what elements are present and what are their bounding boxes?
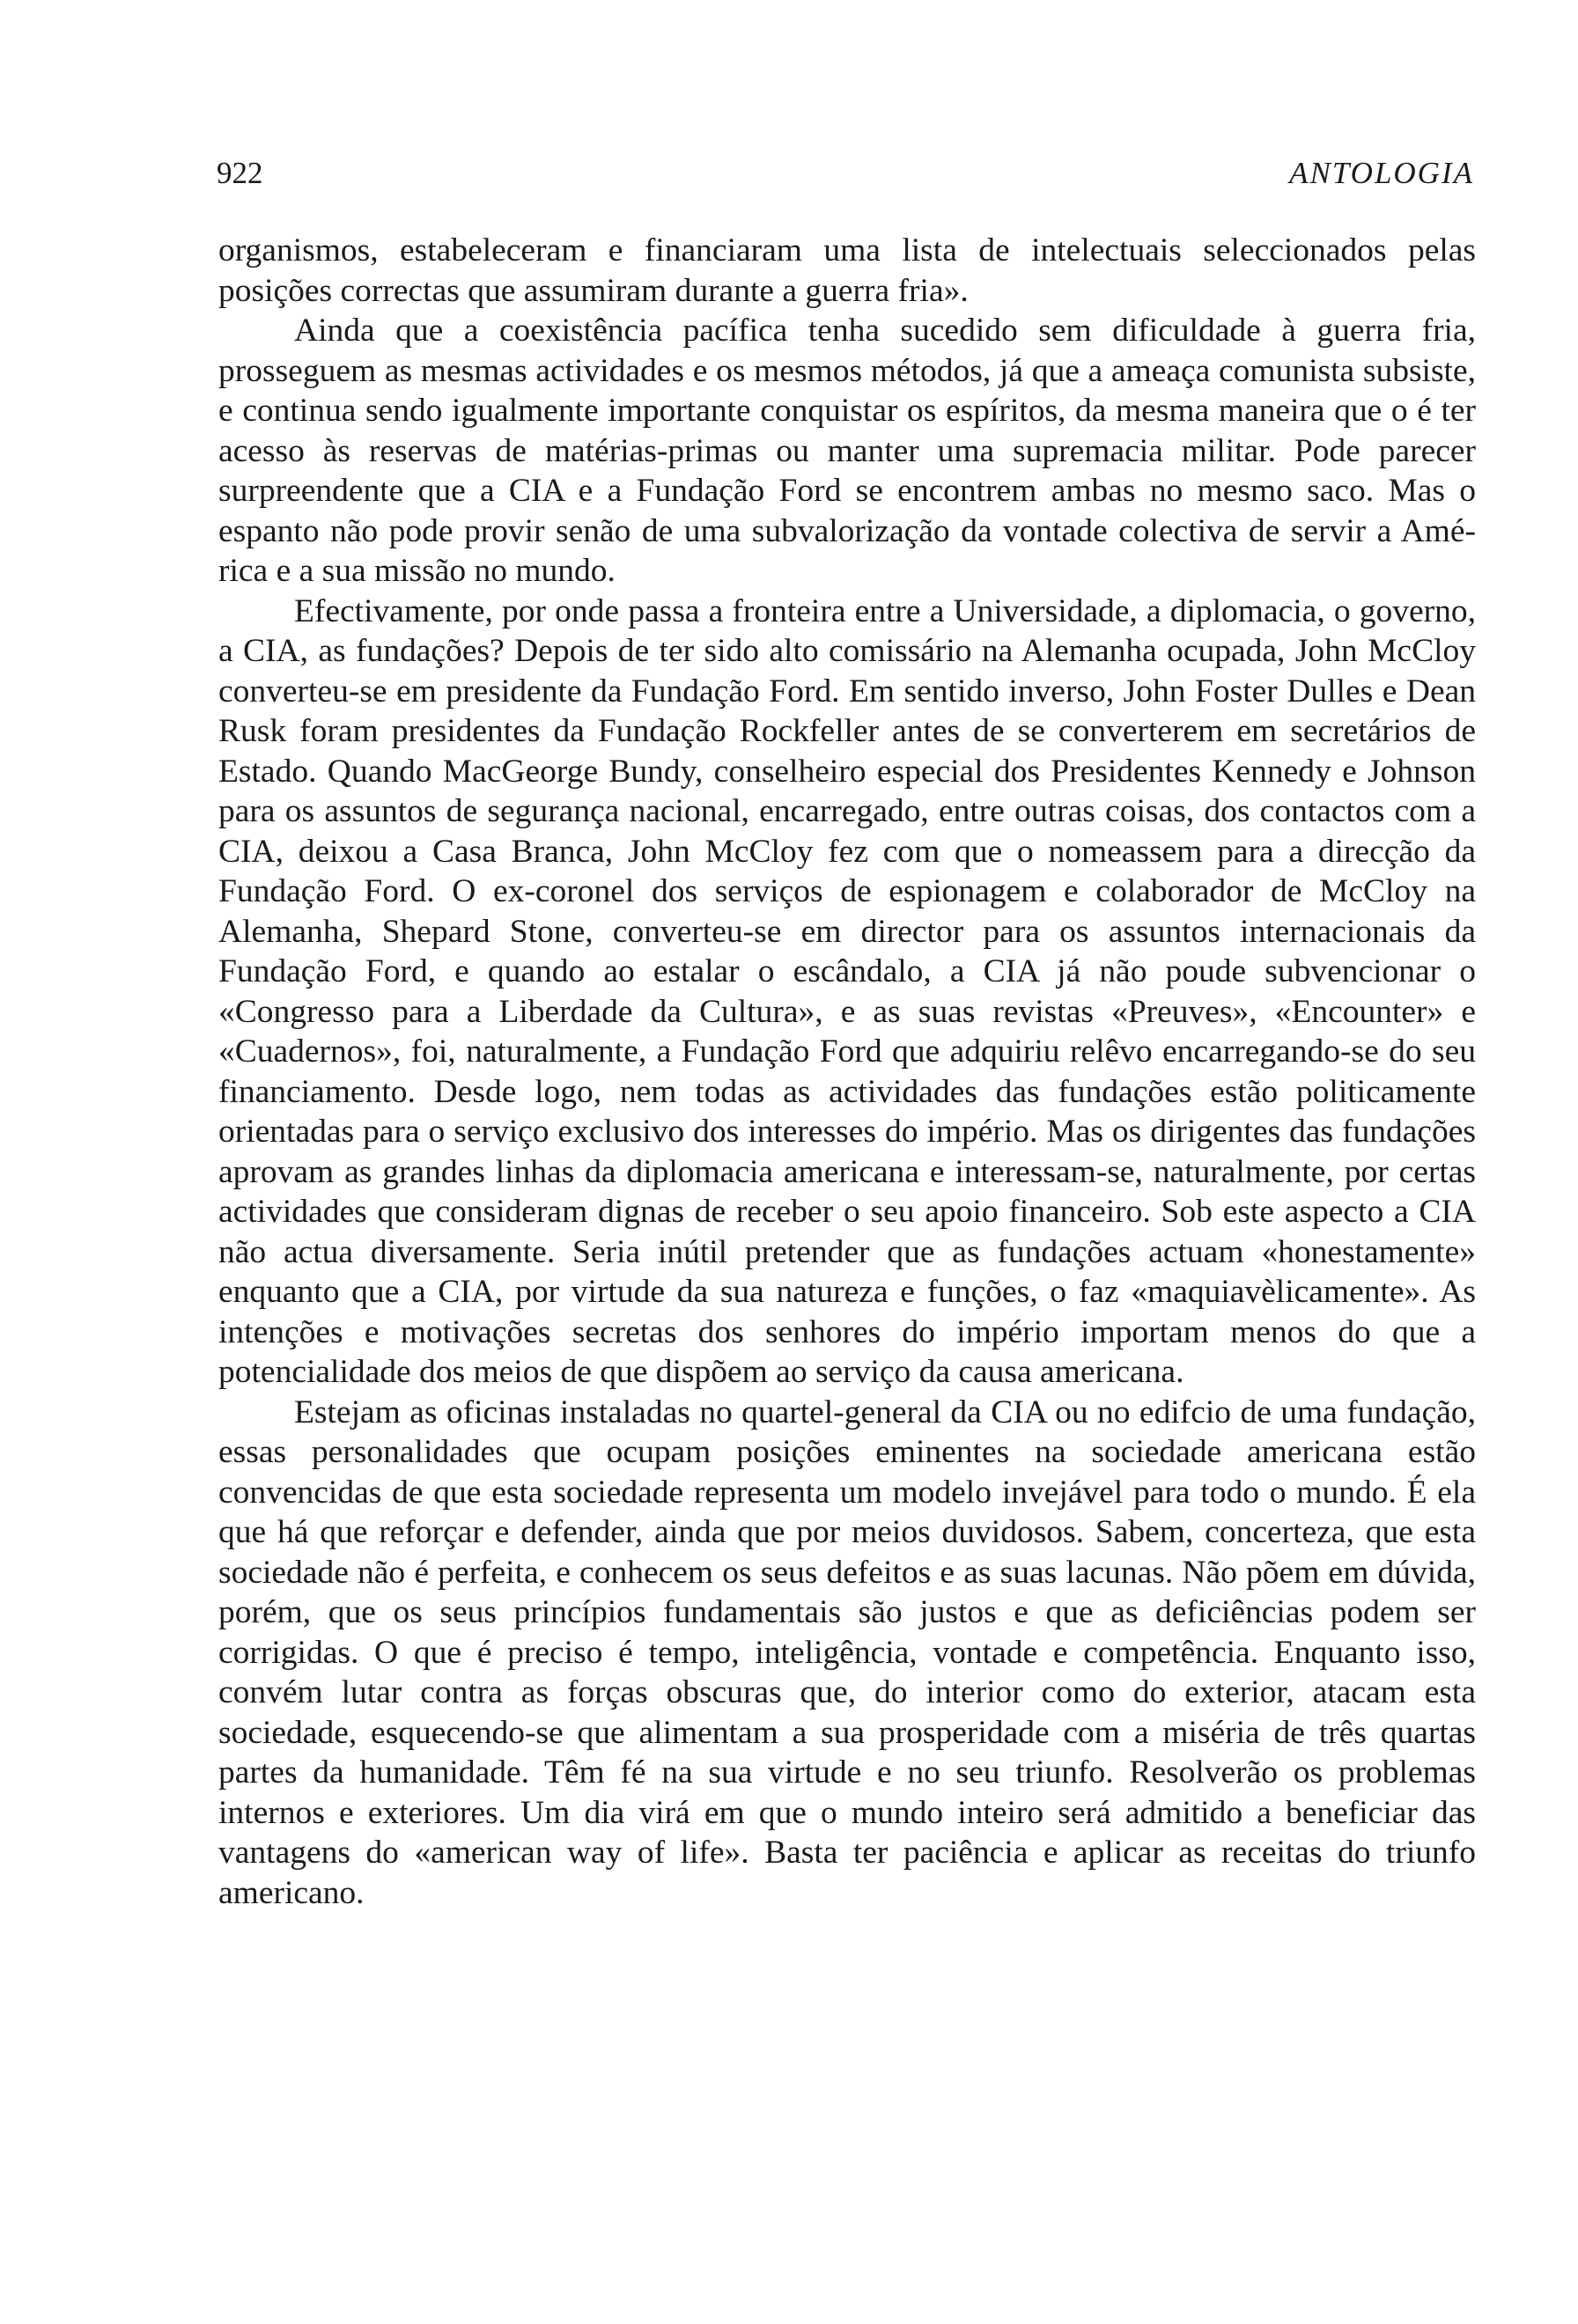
page-header <box>217 151 1474 195</box>
paragraph: Ainda que a coexistência pacífica tenha sucedido sem dificuldade à guerra fria, prosseguem as mesmas actividades e os mesmos métodos, já que a ameaça comunista subsiste, e continua sendo igualmente importante conquistar os espíritos, da mesma maneira que o é ter acesso às reservas de matérias-primas ou manter uma supremacia militar. Pode parecer surpreendente que a CIA e a Fundação Ford se encontrem ambas no mesmo saco. Mas o espanto não pode provir senão de uma subvalorização da vontade colectiva de servir a América e a sua missão no mundo. <box>218 313 1476 589</box>
paragraph: Efectivamente, por onde passa a fronteira entre a Universidade, a diplomacia, o governo, a CIA, as fundações? Depois de ter sido alto comissário na Alemanha ocupada, John McCloy converteu-se em presidente da Fundação Ford. Em sentido inverso, John Foster Dulles e Dean Rusk foram presidentes da Fundação Rockfeller antes de se converterem em secretários de Estado. Quando MacGeorge Bundy, conselheiro especial dos Presidentes Kennedy e Johnson para os assuntos de segurança nacional, encarregado, entre outras coisas, dos contactos com a CIA, deixou a Casa Branca, John McCloy fez com que o nomeassem para a direcção da Fundação Ford. O ex-coronel dos serviços de espionagem e colaborador de McCloy na Alemanha, Shepard Stone, converteu-se em director para os assuntos internacionais da Fundação Ford, e quando ao estalar o escândalo, a CIA já não poude subvencionar o «Congresso para a Liberdade da Cultura», e as suas revistas «Preuves», «Encounter» e «Cuadernos», foi, naturalmente, a Fundação Ford que adquiriu relêvo encarregando-se do seu financiamento. Desde logo, nem todas as actividades das fundações estão politicamente orientadas para o serviço exclusivo dos interesses do império. Mas os dirigentes das fundações aprovam as grandes linhas da diplomacia americana e interessam-se, naturalmente, por certas actividades que consideram dignas de receber o seu apoio financeiro. Sob este aspecto a CIA não actua diversamente. Seria inútil pretender que as fundações actuam «honestamente» enquanto que a CIA, por virtude da sua natureza e funções, o faz «maquiavèlicamente». As intenções e motivações secretas dos senhores do império importam menos do que a potencialidade dos meios de que dispõem ao serviço da causa americana. <box>218 592 1476 1390</box>
paragraph: Estejam as oficinas instaladas no quartel-general da CIA ou no edifcio de uma fundação, essas personalidades que ocupam posições eminentes na sociedade americana estão convencidas de que esta sociedade representa um modelo invejável para todo o mundo. É ela que há que reforçar e defender, ainda que por meios duvidosos. Sabem, concerteza, que esta sociedade não é perfeita, e conhecem os seus defeitos e as suas lacunas. Não põem em dúvida, porém, que os seus princípios fundamentais são justos e que as deficiências podem ser corrigidas. O que é preciso é tempo, inteligência, vontade e competência. Enquanto isso, convém lutar contra as forças obscuras que, do interior como do exterior, atacam esta sociedade, esquecendo-se que alimentam a sua prosperidade com a miséria de três quartas partes da humanidade. Têm fé na sua virtude e no seu triunfo. Resolverão os problemas internos e exteriores. Um dia virá em que o mundo inteiro será admitido a beneficiar das vantagens do «american way of life». Basta ter paciência e aplicar as receitas do triunfo americano. <box>218 1394 1476 1911</box>
paragraph-continuation: organismos, estabeleceram e financiaram uma lista de intelectuais seleccionados pelas posições correctas que assumiram durante a guerra fria». <box>218 232 1476 309</box>
page-number: 922 <box>217 156 263 190</box>
body-text <box>218 231 1476 1913</box>
running-title: ANTOLOGIA <box>1289 156 1474 190</box>
